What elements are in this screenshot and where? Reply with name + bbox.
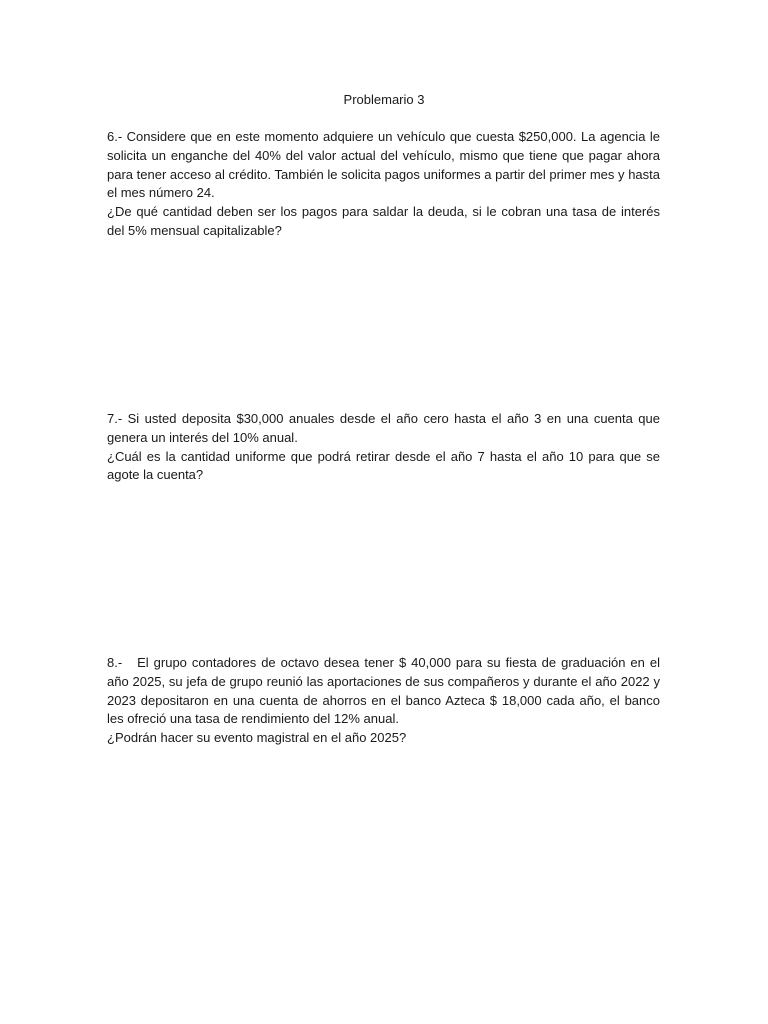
problem-7 [107,410,660,485]
problem-8 [107,654,664,748]
problem-6-statement: 6.- Considere que en este momento adquiere un vehículo que cuesta $250,000. La agencia le solicita un enganche del 40% del valor actual del vehículo, mismo que tiene que pagar ahora para tener acceso al crédito. También le solicita pagos uniformes a partir del primer mes y hasta el mes número 24. [107,129,660,201]
problem-8-statement: 8.- El grupo contadores de octavo desea tener $ 40,000 para su fiesta de graduación en el año 2025, su jefa de grupo reunió las aportaciones de sus compañeros y durante el año 2022 y 2023 depositaron en una cuenta de ahorros en el banco Azteca $ 18,000 cada año, el banco les ofreció una tasa de rendimiento del 12% anual. [107,655,664,727]
problem-7-statement: 7.- Si usted deposita $30,000 anuales desde el año cero hasta el año 3 en una cuenta que genera un interés del 10% anual. [107,411,660,445]
problem-6 [107,128,660,241]
problem-7-question: ¿Cuál es la cantidad uniforme que podrá retirar desde el año 7 hasta el año 10 para que se agote la cuenta? [107,448,660,483]
document-title: Problemario 3 [343,92,425,107]
problem-8-question: ¿Podrán hacer su evento magistral en el año 2025? [107,730,407,746]
problem-6-question: ¿De qué cantidad deben ser los pagos para saldar la deuda, si le cobran una tasa de interés del 5% mensual capitalizable? [107,204,660,238]
